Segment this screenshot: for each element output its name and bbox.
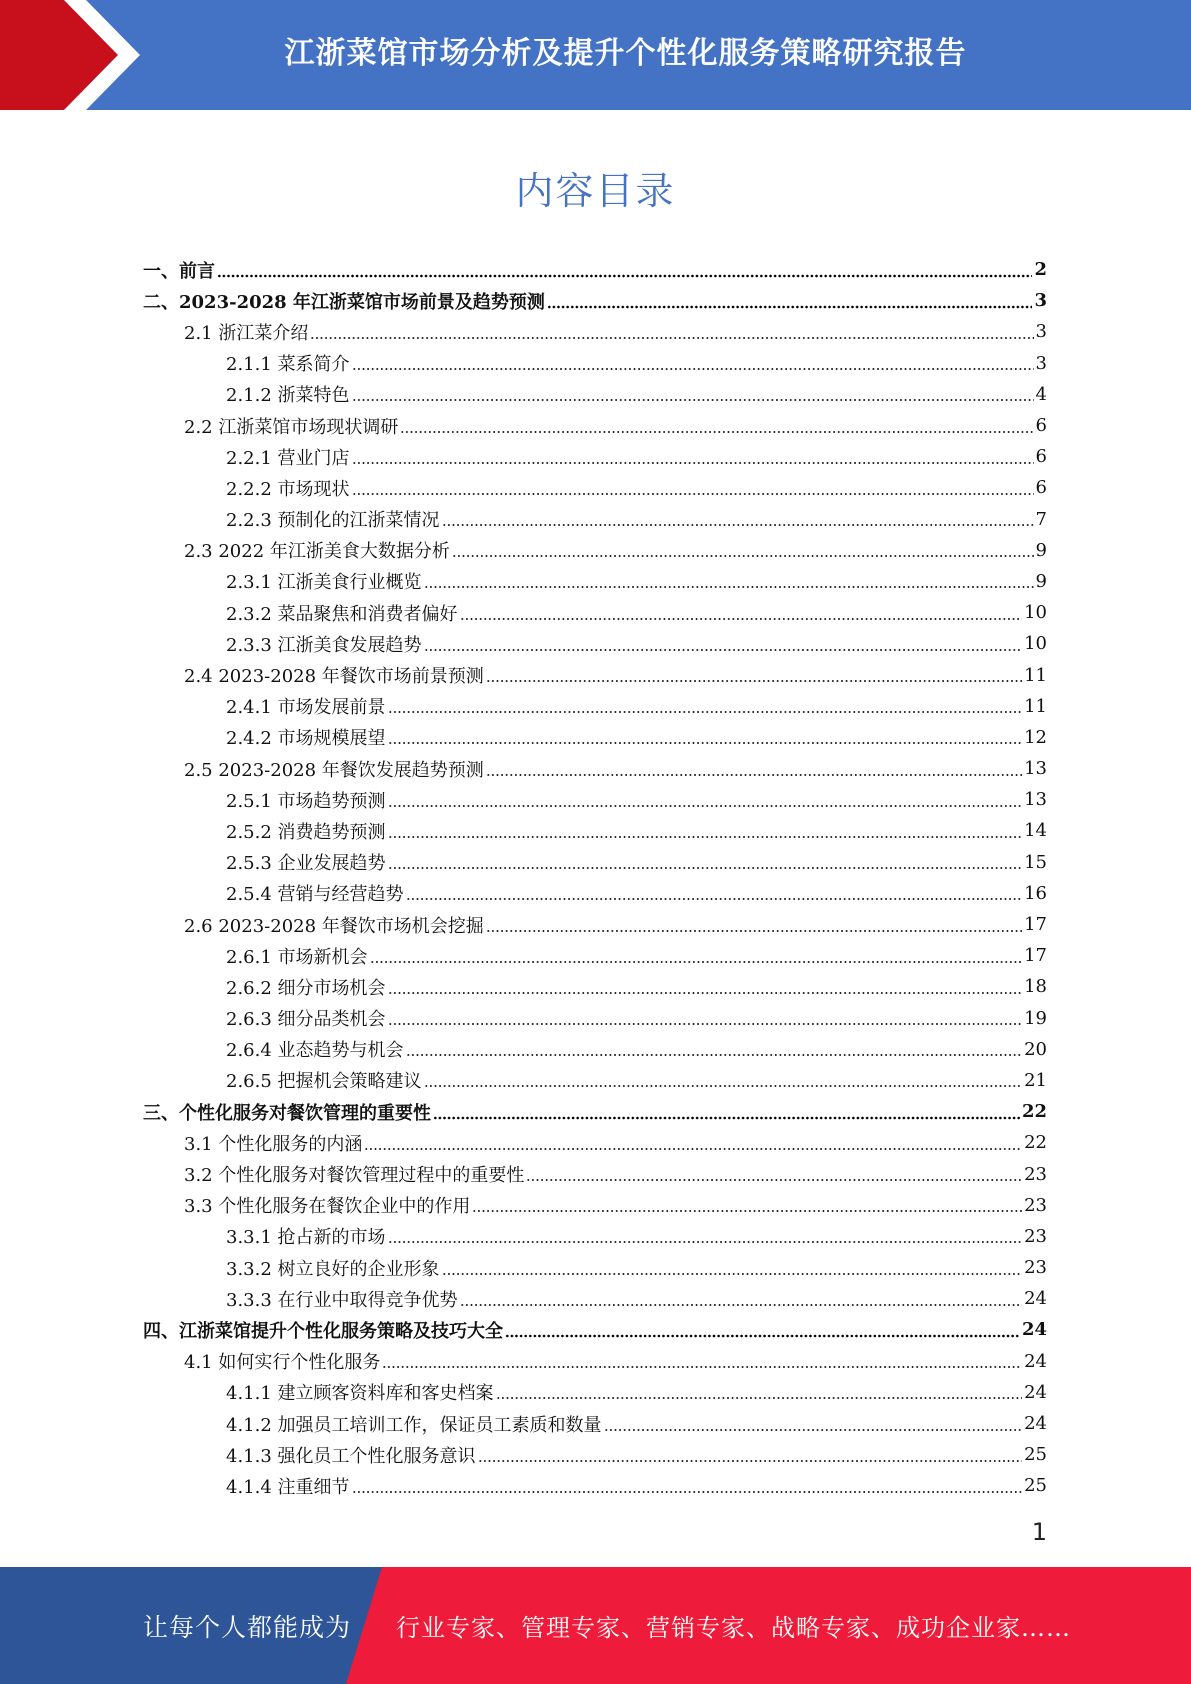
toc-entry-page: 3 [1035,352,1047,374]
footer-slogan-left: 让每个人都能成为 [143,1612,352,1642]
toc-entry[interactable] [143,1408,1047,1439]
toc-dot-leader [442,1272,1023,1276]
toc-entry-label: 4.1 如何实行个性化服务 [184,1352,381,1374]
toc-entry-label: 2.5.1 市场趋势预测 [226,790,386,812]
toc-entry-label: 四、江浙菜馆提升个性化服务策略及技巧大全 [143,1320,503,1342]
toc-entry-label: 4.1.3 强化员工个性化服务意识 [226,1445,476,1467]
toc-entry-page: 24 [1021,1319,1047,1341]
toc-entry-label: 2.3.1 江浙美食行业概览 [226,572,422,594]
toc-entry-page: 13 [1024,758,1047,780]
toc-dot-leader [352,492,1034,496]
toc-entry-page: 3 [1035,321,1047,343]
toc-entry-label: 2.1 浙江菜介绍 [184,322,309,344]
toc-entry[interactable] [143,1003,1047,1034]
toc-dot-leader [406,1053,1023,1057]
toc-entry-page: 6 [1035,446,1047,468]
toc-entry[interactable] [143,784,1047,815]
toc-entry-page: 17 [1024,945,1047,967]
toc-entry-label: 2.5.3 企业发展趋势 [226,853,386,875]
toc-entry-label: 4.1.4 注重细节 [226,1476,350,1498]
toc-entry[interactable] [143,628,1047,659]
toc-entry[interactable] [143,1065,1047,1096]
toc-entry-label: 2.4.1 市场发展前景 [226,697,386,719]
toc-entry-label: 一、前言 [143,260,215,282]
toc-dot-leader [478,1459,1023,1463]
toc-dot-leader [452,554,1034,558]
toc-entry-page: 12 [1024,726,1047,748]
toc-entry[interactable] [143,348,1047,379]
toc-dot-leader [352,461,1034,465]
toc-entry[interactable] [143,691,1047,722]
toc-entry[interactable] [143,1346,1047,1377]
toc-entry[interactable] [143,1439,1047,1470]
toc-dot-leader [388,1240,1023,1244]
toc-entry-page: 15 [1024,851,1047,873]
toc-entry-label: 2.2.2 市场现状 [226,478,350,500]
toc-entry-page: 24 [1024,1413,1047,1435]
toc-entry[interactable] [143,1096,1047,1127]
toc-entry-label: 2.5 2023-2028 年餐饮发展趋势预测 [184,759,484,781]
toc-entry-label: 三、个性化服务对餐饮管理的重要性 [143,1102,431,1124]
toc-dot-leader [370,960,1023,964]
toc-entry-page: 10 [1024,602,1047,624]
toc-entry-label: 4.1.2 加强员工培训工作，保证员工素质和数量 [226,1414,602,1436]
toc-entry[interactable] [143,535,1047,566]
toc-entry-page: 2 [1034,259,1047,281]
toc-entry-page: 7 [1035,508,1047,530]
toc-dot-leader [382,1365,1022,1369]
table-of-contents [143,254,1047,1502]
toc-entry-page: 24 [1024,1288,1047,1310]
toc-entry-page: 23 [1024,1225,1047,1247]
toc-entry-page: 14 [1024,820,1047,842]
toc-entry[interactable] [143,878,1047,909]
toc-entry-page: 6 [1035,477,1047,499]
toc-dot-leader [526,1178,1022,1182]
toc-dot-leader [364,1147,1022,1151]
toc-entry-label: 2.3 2022 年江浙美食大数据分析 [184,541,450,563]
toc-dot-leader [388,804,1023,808]
toc-dot-leader [424,1084,1023,1088]
toc-entry[interactable] [143,722,1047,753]
toc-entry-label: 2.3.2 菜品聚焦和消费者偏好 [226,603,458,625]
toc-dot-leader [388,1022,1023,1026]
toc-entry-label: 2.2 江浙菜馆市场现状调研 [184,416,399,438]
toc-entry-label: 2.5.4 营销与经营趋势 [226,884,404,906]
report-header-banner [0,0,1191,110]
toc-entry[interactable] [143,316,1047,347]
toc-dot-leader [547,305,1033,309]
toc-entry[interactable] [143,1283,1047,1314]
toc-dot-leader [505,1334,1020,1338]
toc-dot-leader [604,1428,1023,1432]
toc-dot-leader [486,773,1022,777]
toc-entry[interactable] [143,472,1047,503]
toc-dot-leader [460,617,1023,621]
toc-dot-leader [217,274,1032,278]
toc-entry-label: 2.1.2 浙菜特色 [226,385,350,407]
footer-slogan-right: 行业专家、管理专家、营销专家、战略专家、成功企业家…… [396,1614,1071,1642]
report-title: 江浙菜馆市场分析及提升个性化服务策略研究报告 [284,36,967,71]
toc-entry-label: 2.6.1 市场新机会 [226,946,368,968]
toc-entry-page: 19 [1024,1007,1047,1029]
toc-dot-leader [310,336,1033,340]
toc-entry[interactable] [143,753,1047,784]
toc-entry-label: 2.6.2 细分市场机会 [226,977,386,999]
toc-entry-label: 3.3.2 树立良好的企业形象 [226,1258,440,1280]
toc-entry-label: 二、2023-2028 年江浙菜馆市场前景及趋势预测 [143,291,545,313]
toc-entry-page: 23 [1024,1257,1047,1279]
toc-entry-page: 25 [1024,1475,1047,1497]
toc-entry-label: 2.4.2 市场规模展望 [226,728,386,750]
page-number: 1 [1031,1518,1047,1546]
toc-entry[interactable] [143,441,1047,472]
toc-entry-label: 2.5.2 消费趋势预测 [226,821,386,843]
toc-entry-label: 2.6.5 把握机会策略建议 [226,1071,422,1093]
toc-entry-label: 3.3.1 抢占新的市场 [226,1227,386,1249]
toc-entry-page: 11 [1024,695,1047,717]
toc-entry[interactable] [143,909,1047,940]
toc-entry-page: 13 [1024,789,1047,811]
toc-entry-label: 3.3.3 在行业中取得竞争优势 [226,1289,458,1311]
toc-entry[interactable] [143,597,1047,628]
toc-entry[interactable] [143,847,1047,878]
toc-entry-page: 21 [1024,1069,1047,1091]
toc-entry-page: 23 [1024,1194,1047,1216]
toc-entry-page: 16 [1024,882,1047,904]
toc-dot-leader [388,741,1023,745]
toc-entry[interactable] [143,1127,1047,1158]
toc-entry-page: 22 [1021,1101,1047,1123]
toc-dot-leader [352,367,1034,371]
toc-entry-label: 3.3 个性化服务在餐饮企业中的作用 [184,1196,471,1218]
toc-entry-page: 24 [1024,1381,1047,1403]
toc-entry[interactable] [143,410,1047,441]
toc-entry[interactable] [143,659,1047,690]
toc-dot-leader [442,523,1034,527]
toc-entry[interactable] [143,379,1047,410]
toc-dot-leader [496,1396,1023,1400]
toc-entry-page: 23 [1024,1163,1047,1185]
toc-entry[interactable] [143,285,1047,316]
toc-dot-leader [472,1209,1022,1213]
toc-entry-label: 2.2.1 营业门店 [226,447,350,469]
toc-dot-leader [486,929,1022,933]
toc-entry-label: 3.1 个性化服务的内涵 [184,1133,363,1155]
toc-entry[interactable] [143,566,1047,597]
toc-entry[interactable] [143,254,1047,285]
toc-entry[interactable] [143,940,1047,971]
toc-entry-label: 2.2.3 预制化的江浙菜情况 [226,510,440,532]
toc-dot-leader [433,1116,1020,1120]
toc-entry-page: 9 [1035,570,1047,592]
toc-entry-label: 2.6.4 业态趋势与机会 [226,1040,404,1062]
toc-entry-page: 6 [1035,415,1047,437]
toc-entry[interactable] [143,971,1047,1002]
toc-dot-leader [424,585,1034,589]
toc-entry[interactable] [143,1221,1047,1252]
toc-entry-label: 2.4 2023-2028 年餐饮市场前景预测 [184,666,484,688]
toc-dot-leader [388,710,1023,714]
toc-entry-page: 22 [1024,1132,1047,1154]
toc-entry-page: 17 [1024,914,1047,936]
toc-entry-page: 3 [1034,290,1047,312]
toc-entry-label: 3.2 个性化服务对餐饮管理过程中的重要性 [184,1165,525,1187]
toc-entry[interactable] [143,1377,1047,1408]
toc-entry-page: 25 [1024,1444,1047,1466]
toc-entry[interactable] [143,815,1047,846]
toc-heading: 内容目录 [515,169,676,213]
toc-entry[interactable] [143,504,1047,535]
toc-dot-leader [400,430,1033,434]
toc-entry[interactable] [143,1470,1047,1501]
toc-entry-page: 24 [1024,1350,1047,1372]
toc-dot-leader [388,866,1023,870]
toc-entry-page: 9 [1035,539,1047,561]
toc-entry[interactable] [143,1158,1047,1189]
red-arrow-decoration [0,0,160,110]
toc-entry-page: 10 [1024,633,1047,655]
toc-entry-page: 18 [1024,976,1047,998]
toc-entry-page: 4 [1035,383,1047,405]
toc-entry[interactable] [143,1190,1047,1221]
toc-entry-label: 2.1.1 菜系简介 [226,354,350,376]
toc-entry[interactable] [143,1314,1047,1345]
toc-entry-label: 2.3.3 江浙美食发展趋势 [226,634,422,656]
toc-entry-page: 20 [1024,1038,1047,1060]
toc-dot-leader [352,1490,1023,1494]
toc-dot-leader [388,835,1023,839]
toc-dot-leader [352,398,1034,402]
toc-entry-label: 2.6.3 细分品类机会 [226,1009,386,1031]
toc-entry-label: 2.6 2023-2028 年餐饮市场机会挖掘 [184,915,484,937]
toc-dot-leader [460,1303,1023,1307]
footer-banner [0,1567,1191,1684]
toc-dot-leader [406,897,1023,901]
toc-entry[interactable] [143,1252,1047,1283]
toc-entry-label: 4.1.1 建立顾客资料库和客史档案 [226,1383,494,1405]
toc-dot-leader [388,991,1023,995]
toc-entry-page: 11 [1024,664,1047,686]
toc-dot-leader [424,648,1023,652]
toc-entry[interactable] [143,1034,1047,1065]
toc-dot-leader [486,679,1022,683]
